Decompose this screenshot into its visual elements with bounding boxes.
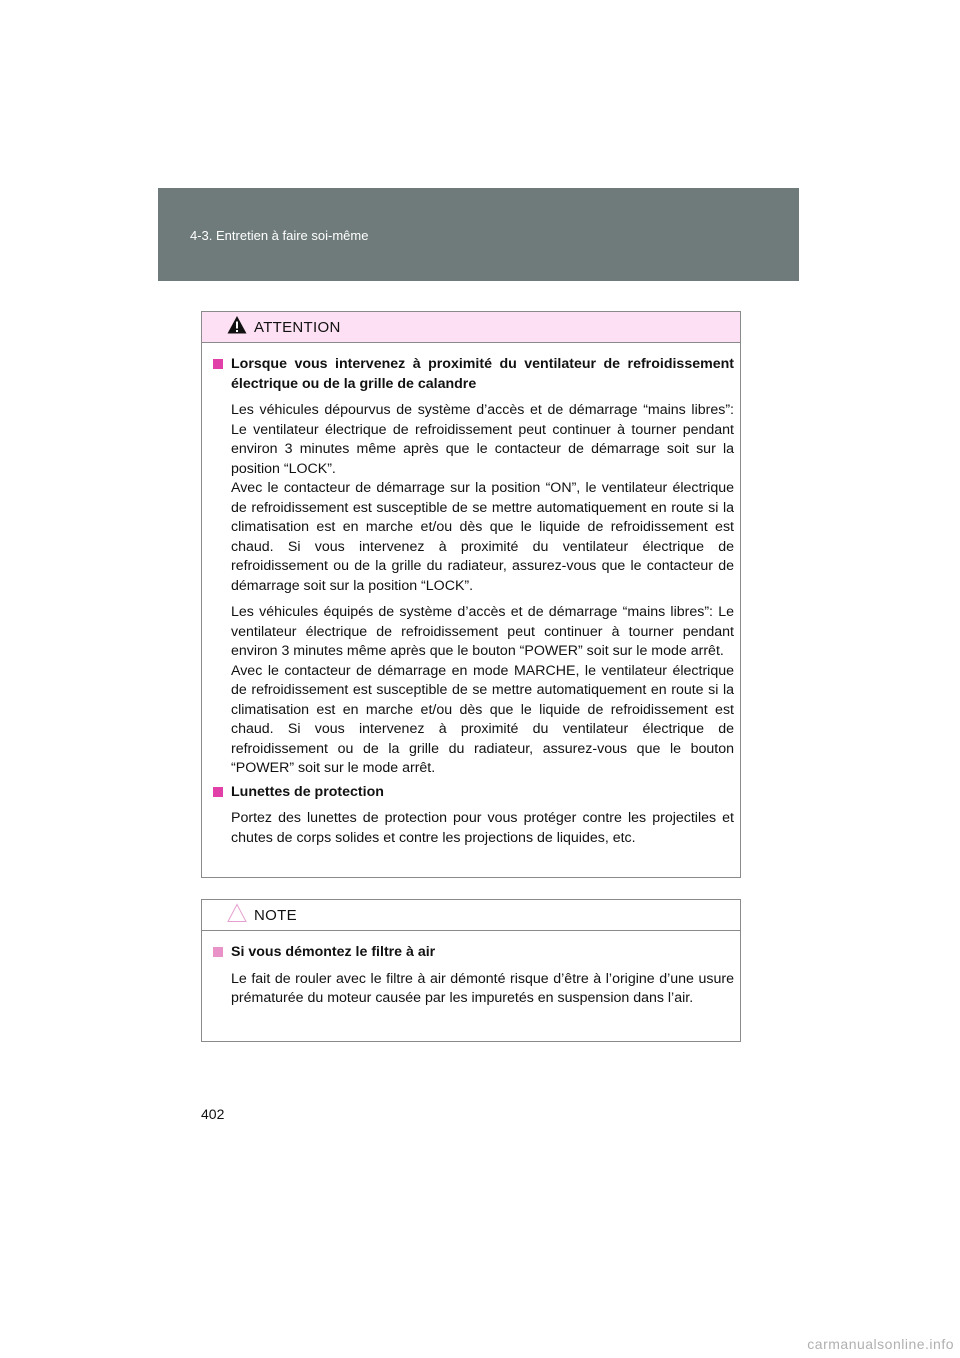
item-title-text: Lunettes de protection (231, 783, 384, 800)
attention-item-title (213, 783, 734, 803)
chapter-header (158, 188, 799, 281)
note-body (202, 931, 740, 1009)
watermark: carmanualsonline.info (807, 1336, 954, 1352)
square-bullet-icon (213, 787, 223, 797)
caution-outline-icon (227, 903, 247, 923)
paragraph-line: Portez des lunettes de protection pour vous protéger contre les projectiles et chutes de corps solides et contre les projections de liquides, etc. (231, 810, 734, 846)
note-box (201, 899, 741, 1042)
attention-paragraph (213, 809, 734, 848)
attention-body (202, 343, 740, 848)
page-number: 402 (201, 1106, 225, 1122)
paragraph-line: Le fait de rouler avec le filtre à air démonté risque d’être à l’origine d’une usure prématurée du moteur causée par les impuretés en suspension dans l’air. (231, 970, 734, 1006)
square-bullet-icon (213, 359, 223, 369)
attention-label: ATTENTION (254, 319, 341, 336)
paragraph-line: Les véhicules dépourvus de système d’accès et de démarrage “mains libres”: Le ventilateur électrique de refroidissement peut continuer à tourner pendant environ 3 minutes même après que le contacteur de démarrage soit sur la position “LOCK”. (231, 402, 734, 477)
warning-icon (227, 315, 247, 335)
attention-paragraph (213, 603, 734, 779)
section-title: 4-3. Entretien à faire soi-même (190, 228, 369, 243)
attention-paragraph (213, 401, 734, 596)
note-label: NOTE (254, 907, 297, 924)
paragraph-line: Avec le contacteur de démarrage sur la position “ON”, le ventilateur électrique de refroidissement est susceptible de se mettre automatiquement en route si la climatisation est en marche et/ou dès que le liquide de refroidissement est chaud. Si vous intervenez à proximité du ventilateur électrique de refroidissement ou de la grille du radiateur, assurez-vous que le contacteur de démarrage soit sur la position “LOCK”. (231, 480, 734, 594)
item-title-text: Lorsque vous intervenez à proximité du ventilateur de refroidissement électrique ou de la grille de calandre (231, 356, 734, 392)
square-bullet-icon (213, 947, 223, 957)
paragraph-line: Avec le contacteur de démarrage en mode MARCHE, le ventilateur électrique de refroidissement est susceptible de se mettre automatiquement en route si la climatisation est en marche et/ou dès que le liquide de refroidissement est chaud. Si vous intervenez à proximité du ventilateur électrique de refroidissement ou de la grille du radiateur, assurez-vous que le bouton “POWER” soit sur le mode arrêt. (231, 662, 734, 776)
attention-box (201, 311, 741, 878)
note-header (202, 900, 740, 931)
paragraph-line: Les véhicules équipés de système d’accès et de démarrage “mains libres”: Le ventilateur électrique de refroidissement peut continuer à tourner pendant environ 3 minutes même après que le bouton “POWER” soit sur le mode arrêt. (231, 604, 734, 659)
note-paragraph (213, 970, 734, 1009)
attention-header (202, 312, 740, 343)
item-title-text: Si vous démontez le filtre à air (231, 944, 436, 960)
attention-item-title (213, 355, 734, 394)
note-item-title (213, 943, 734, 963)
